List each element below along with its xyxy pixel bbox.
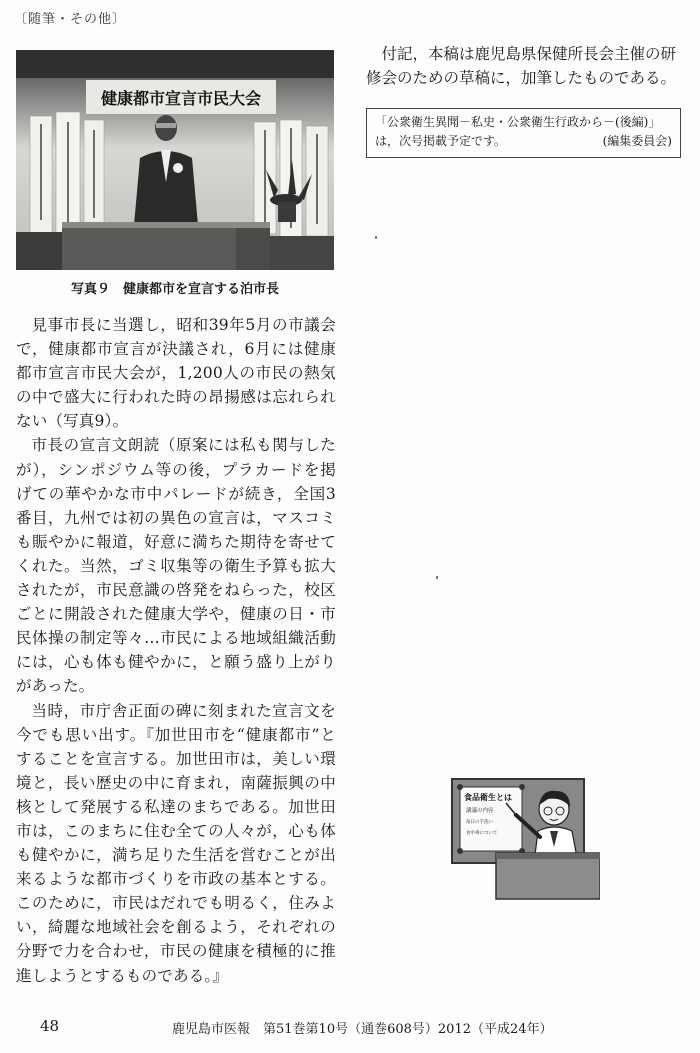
banner-text: 健康都市宣言市民大会 xyxy=(100,89,262,108)
teacher-icon xyxy=(450,775,600,903)
print-speck xyxy=(436,576,438,579)
teacher-illustration xyxy=(450,775,600,903)
board-line: 食中毒について xyxy=(466,831,498,836)
postscript-note: 付記，本稿は鹿児島県保健所長会主催の研修会のための草稿に，加筆したものである。 xyxy=(366,45,677,87)
notice-credit: (編集委員会) xyxy=(602,134,672,148)
page-number: 48 xyxy=(40,1017,60,1035)
footer xyxy=(0,1017,700,1041)
board-title: 食品衛生とは xyxy=(464,793,512,802)
paragraph: 見事市長に当選し，昭和39年5月の市議会で，健康都市宣言が決議され，6月には健康都市宣言市民大会が，1,200人の市民の熱気の中で盛大に行われた時の昂揚感は忘れられない（写真9）。 xyxy=(16,316,336,431)
paragraph: 当時，市庁舎正面の碑に刻まれた宣言文を今でも思い出す。『加世田市を“健康都市”とすることを宣言する。加世田市は，美しい環境と，長い歴史の中に育まれ，南薩振興の中核として発展する私達のまちである。加世田市は，このまちに住む全ての人々が，心も体も健やかに，満ち足りた生活を営むことが出来るような都市づくりを市政の基本とする。このために，市民はだれでも明るく，住みよい，綺麗な地域社会を創るよう，それぞれの分野で力を合わせ，市民の健康を積極的に推進しようとするものである。』 xyxy=(16,701,336,985)
journal-info: 鹿児島市医報 第51巻第10号（通巻608号）2012（平成24年） xyxy=(172,1022,553,1037)
section-tag: 〔随筆・その他〕 xyxy=(14,12,127,27)
board-line: 毎日の手洗い xyxy=(466,820,493,825)
board-line: 講議の内容 xyxy=(466,808,494,814)
right-column xyxy=(366,42,686,90)
left-column xyxy=(16,313,336,988)
notice-line: は，次号掲載予定です。 xyxy=(375,134,507,148)
photo-scene xyxy=(16,50,334,270)
photo-caption: 写真９ 健康都市を宣言する泊市長 xyxy=(70,282,279,297)
notice-line: 「公衆衛生異聞－私史・公衆衛生行政から－(後編)」 xyxy=(375,115,661,129)
notice-box xyxy=(366,108,681,158)
paragraph: 市長の宣言文朗読（原案には私も関与したが），シンポジウム等の後，プラカードを掲げての華やかな市中パレードが続き，全国3番目，九州では初の異色の宣言は，マスコミも賑やかに報道，好意に満ちた期待を寄せてくれた。当然，ゴミ収集等の衛生予算も拡大されたが，市民意識の啓発をねらった，校区ごとに開設された健康大学や，健康の日・市民体操の制定等々…市民による地域組織活動には，心も体も健やかに，と願う盛り上がりがあった。 xyxy=(16,436,336,696)
print-speck xyxy=(375,236,377,239)
event-photo xyxy=(16,50,334,270)
